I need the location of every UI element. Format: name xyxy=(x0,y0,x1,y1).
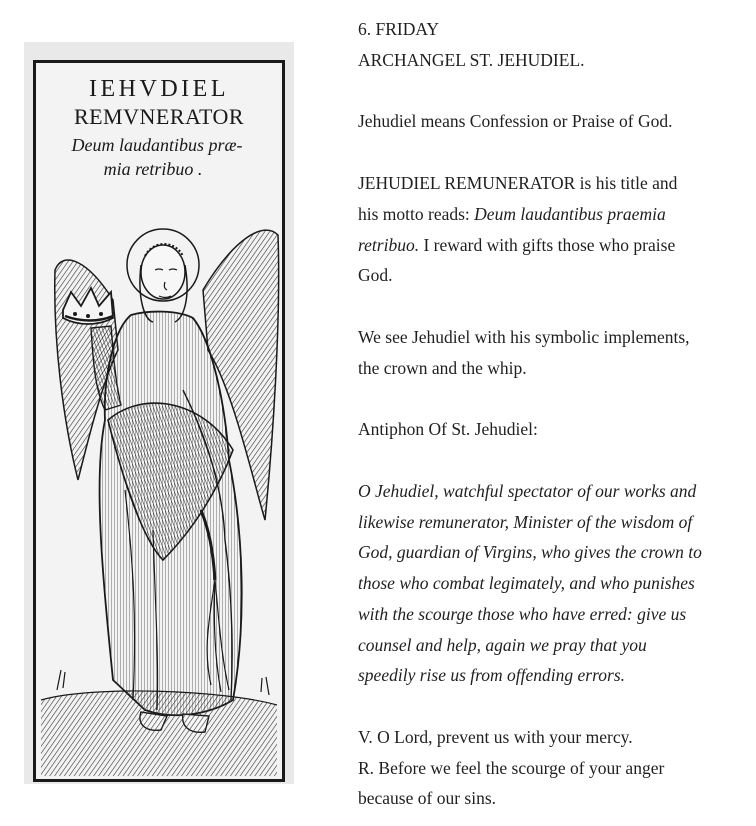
antiphon-line: likewise remunerator, Minister of the wisdom of xyxy=(358,511,693,532)
title-line-2 xyxy=(358,199,753,230)
devotion-text xyxy=(358,14,753,814)
response-line-1: R. Before we feel the scourge of your anger xyxy=(358,757,665,778)
symbols-line-1: We see Jehudiel with his symbolic implements, xyxy=(358,326,690,347)
antiphon-paragraph xyxy=(358,476,753,691)
motto-latin-2: retribuo. xyxy=(358,234,420,255)
antiphon-heading: Antiphon Of St. Jehudiel: xyxy=(358,419,538,440)
antiphon-line: counsel and help, again we pray that you xyxy=(358,634,647,655)
head xyxy=(141,245,185,299)
engraving-line-2: REMVNERATOR xyxy=(73,104,245,129)
antiphon-line: those who combat legimately, and who punishes xyxy=(358,573,695,594)
title-line-1: JEHUDIEL REMUNERATOR is his title and xyxy=(358,173,678,194)
motto-intro: his motto reads: xyxy=(358,203,475,224)
antiphon-line: God, guardian of Virgins, who gives the crown to xyxy=(358,542,702,563)
title-line-4: God. xyxy=(358,265,393,286)
title-line-3 xyxy=(358,230,753,261)
engraving-line-3: Deum laudantibus præ- xyxy=(71,135,243,155)
motto-translation: I reward with gifts those who praise xyxy=(419,234,676,255)
meaning-paragraph xyxy=(358,106,753,137)
engraving-line-4: mia retribuo . xyxy=(103,159,203,179)
versicle-line: V. O Lord, prevent us with your mercy. xyxy=(358,726,633,747)
antiphon-line: with the scourge those who have erred: give us xyxy=(358,603,687,624)
page-title: ARCHANGEL ST. JEHUDIEL. xyxy=(358,49,585,70)
engraving-frame xyxy=(24,42,294,784)
symbols-paragraph xyxy=(358,322,753,383)
engraving-illustration xyxy=(33,60,285,782)
motto-latin-1: Deum laudantibus praemia xyxy=(474,203,666,224)
antiphon-line: speedily rise us from offending errors. xyxy=(358,665,626,686)
ground xyxy=(41,691,277,776)
meaning-text: Jehudiel means Confession or Praise of God. xyxy=(358,111,673,132)
antiphon-line: O Jehudiel, watchful spectator of our works and xyxy=(358,481,697,502)
title-paragraph xyxy=(358,168,753,291)
antiphon-heading-paragraph xyxy=(358,414,753,445)
engraving-line-1: IEHVDIEL xyxy=(89,76,229,102)
versicle-paragraph xyxy=(358,722,753,814)
symbols-line-2: the crown and the whip. xyxy=(358,357,527,378)
response-line-2: because of our sins. xyxy=(358,788,497,809)
day-heading: 6. FRIDAY xyxy=(358,19,440,39)
archangel-engraving xyxy=(33,60,285,782)
header-block xyxy=(358,14,753,75)
